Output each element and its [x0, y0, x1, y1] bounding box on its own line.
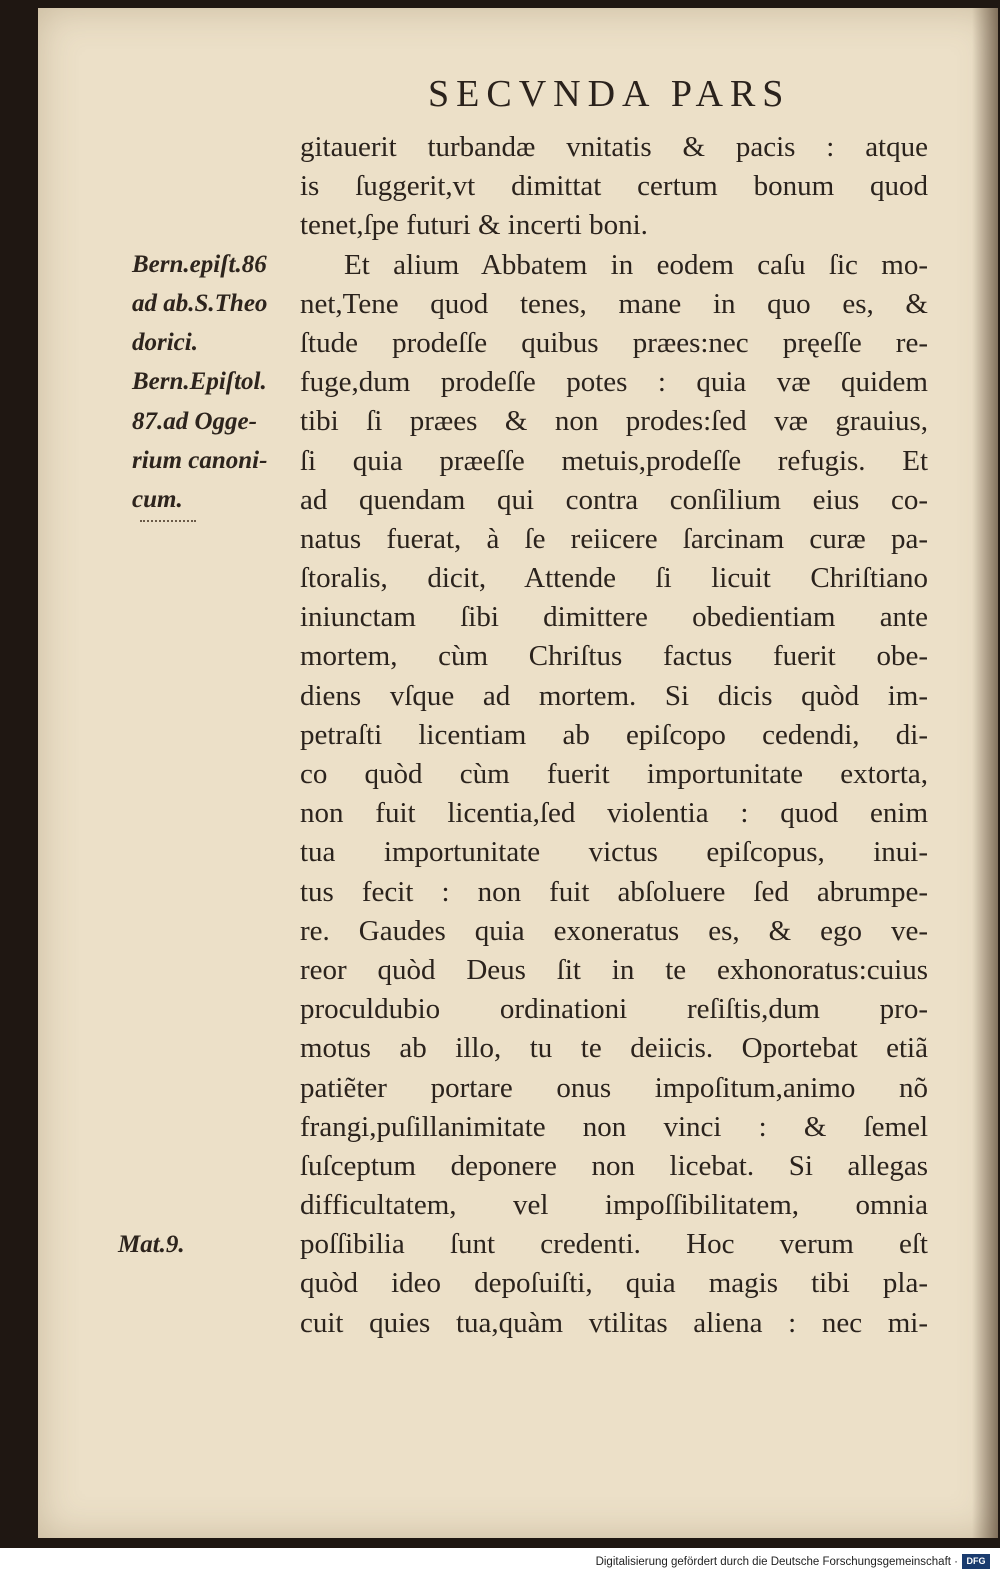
text-line: Et alium Abbatem in eodem caſu ſic mo-	[344, 248, 928, 281]
text-line: fuge,dum prodeſſe potes : quia væ quidem	[300, 366, 928, 399]
text-line: cuit quies tua,quàm vtilitas aliena : nec mi-	[300, 1306, 928, 1339]
page-gutter-shadow	[972, 8, 998, 1538]
text-line: poſſibilia ſunt credenti. Hoc verum eſt	[300, 1228, 928, 1261]
text-line: natus fuerat, à ſe reiicere ſarcinam curæ pa-	[300, 522, 928, 555]
marginal-note: cum.	[132, 486, 183, 513]
funding-credit: Digitalisierung gefördert durch die Deutsche Forschungsgemeinschaft ·	[595, 1556, 958, 1568]
text-line: frangi,puſillanimitate non vinci : & ſemel	[300, 1110, 928, 1143]
text-line: mortem, cùm Chriſtus factus fuerit obe-	[300, 640, 928, 673]
text-line: tus fecit : non fuit abſoluere ſed abrumpe-	[300, 875, 928, 908]
text-line: quòd ideo depoſuiſti, quia magis tibi pla-	[300, 1267, 928, 1300]
text-line: tibi ſi præes & non prodes:ſed væ grauius,	[300, 405, 928, 438]
text-line: re. Gaudes quia exoneratus es, & ego ve-	[300, 914, 928, 947]
text-line: patiẽter portare onus impoſitum,animo nõ	[300, 1071, 928, 1104]
text-line: ſtoralis, dicit, Attende ſi licuit Chriſtiano	[300, 562, 928, 595]
text-line: ſuſceptum deponere non licebat. Si allegas	[300, 1149, 928, 1182]
running-head: SECVNDA PARS	[428, 73, 791, 115]
text-line: ad quendam qui contra conſilium eius co-	[300, 483, 928, 516]
text-line: reor quòd Deus ſit in te exhonoratus:cuius	[300, 953, 928, 986]
text-line: tua importunitate victus epiſcopus, inui-	[300, 836, 928, 869]
text-line: gitauerit turbandæ vnitatis & pacis : atque	[300, 131, 928, 163]
text-line: difficultatem, vel impoſſibilitatem, omnia	[300, 1189, 928, 1222]
text-line: co quòd cùm fuerit importunitate extorta,	[300, 758, 928, 790]
text-line: is ſuggerit,vt dimittat certum bonum quod	[300, 170, 928, 203]
text-line: non fuit licentia,ſed violentia : quod enim	[300, 797, 928, 830]
marginal-note: ad ab.S.Theo	[132, 290, 268, 317]
text-line: ſtude prodeſſe quibus præes:nec pręeſſe re-	[300, 326, 928, 359]
marginal-rule	[140, 520, 196, 523]
text-line: tenet,ſpe futuri & incerti boni.	[300, 209, 648, 242]
text-line: motus ab illo, tu te deiicis. Oportebat etiã	[300, 1032, 928, 1065]
text-line: petraſti licentiam ab epiſcopo cedendi, di-	[300, 718, 928, 751]
text-line: ſi quia præeſſe metuis,prodeſſe refugis. Et	[300, 444, 928, 477]
main-text-block	[300, 128, 928, 1343]
digitization-footer	[0, 1548, 1000, 1580]
text-line: diens vſque ad mortem. Si dicis quòd im-	[300, 679, 928, 712]
dfg-logo: DFG	[962, 1554, 990, 1569]
text-line: iniunctam ſibi dimittere obedientiam ante	[300, 601, 928, 634]
marginal-note: 87.ad Ogge-	[132, 408, 257, 435]
marginal-note: dorici.	[132, 329, 198, 356]
marginal-note: Mat.9.	[118, 1231, 185, 1258]
marginal-note: Bern.Epiſtol.	[132, 368, 267, 395]
text-line: net,Tene quod tenes, mane in quo es, &	[300, 287, 928, 320]
marginal-note: rium canoni-	[132, 447, 268, 474]
text-line: proculdubio ordinationi reſiſtis,dum pro-	[300, 993, 928, 1026]
marginal-note: Bern.epiſt.86	[132, 251, 267, 278]
